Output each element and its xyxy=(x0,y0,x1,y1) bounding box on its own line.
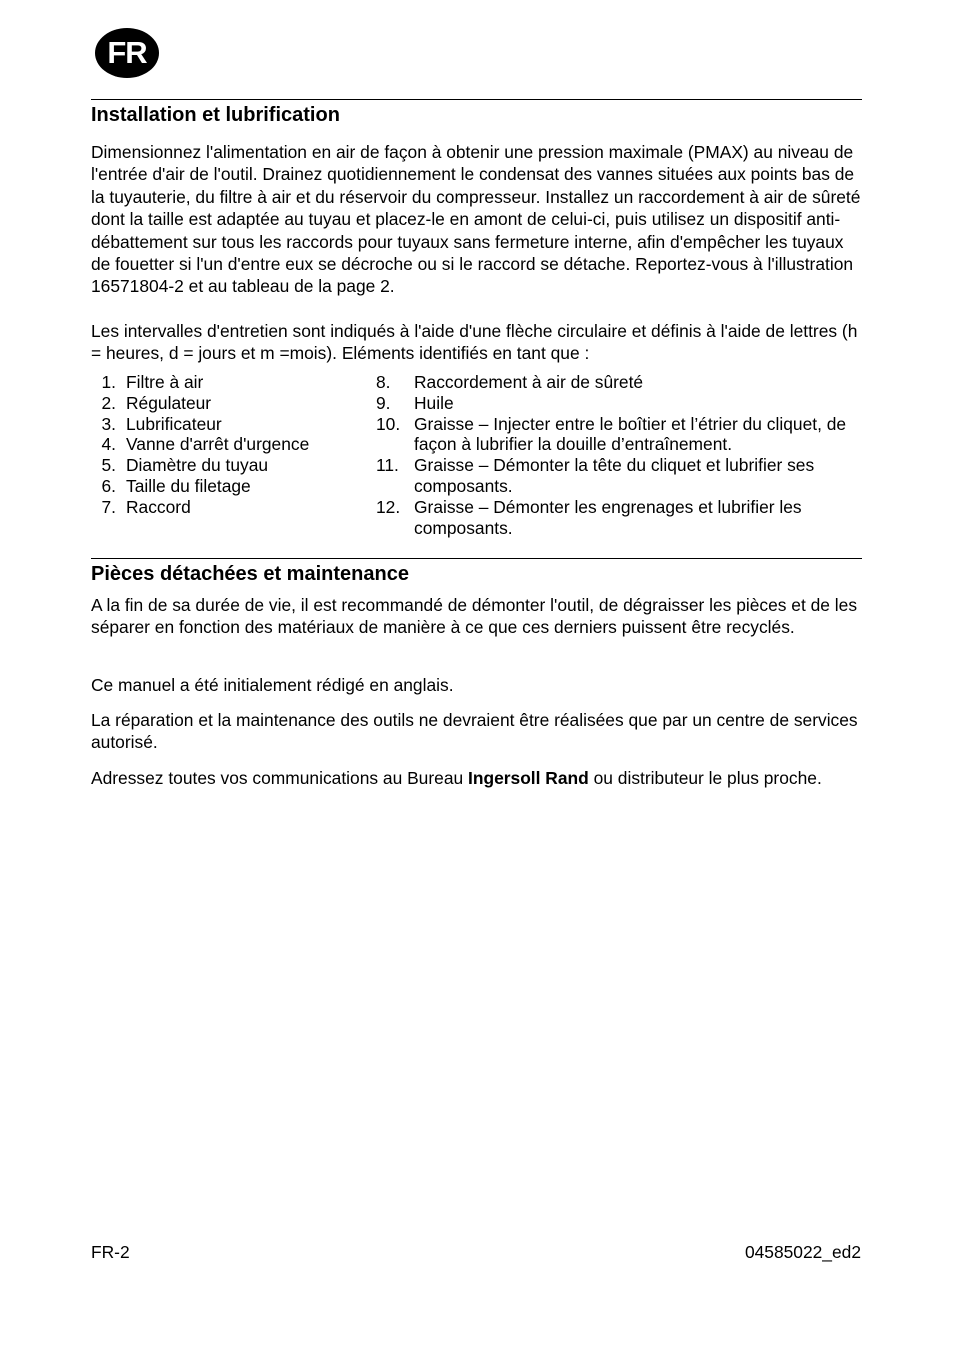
document-id: 04585022_ed2 xyxy=(744,1242,861,1262)
page-number: FR-2 xyxy=(91,1242,130,1262)
list-item: 5. Diamètre du tuyau xyxy=(101,455,269,476)
contact-paragraph: Adressez toutes vos communications au Bureau Ingersoll Rand ou distributeur le plus proche. xyxy=(91,768,822,788)
section-title-installation: Installation et lubrification xyxy=(91,104,340,126)
list-item: 10. Graisse – Injecter entre le boîtier et l’étrier du cliquet, de façon à lubrifier la douille d’entraînement. xyxy=(376,413,847,455)
items-list-left xyxy=(91,372,361,518)
list-item: 12. Graisse – Démonter les engrenages et lubrifier les composants. xyxy=(376,496,802,538)
list-item: 3. Lubrificateur xyxy=(101,413,222,434)
original-language-paragraph: Ce manuel a été initialement rédigé en anglais. xyxy=(91,675,454,695)
list-item: 7. Raccord xyxy=(101,496,191,517)
repair-paragraph: La réparation et la maintenance des outils ne devraient être réalisées que par un centre de services autorisé. xyxy=(91,710,858,753)
list-item: 2. Régulateur xyxy=(101,392,212,413)
list-item: 4. Vanne d'arrêt d'urgence xyxy=(101,434,310,455)
maintenance-intervals-paragraph: Les intervalles d'entretien sont indiqués à l'aide d'une flèche circulaire et définis à l'aide de lettres (h = heures, d = jours et m =mois). Eléments identifiés en tant que : xyxy=(91,321,858,364)
section-title-maintenance: Pièces détachées et maintenance xyxy=(91,563,409,585)
section-divider xyxy=(91,558,862,559)
list-item: 6. Taille du filetage xyxy=(101,475,251,496)
list-item: 1. Filtre à air xyxy=(101,372,204,392)
list-item: 8. Raccordement à air de sûreté xyxy=(376,372,644,392)
end-of-life-paragraph: A la fin de sa durée de vie, il est recommandé de démonter l'outil, de dégraisser les pièces et de les séparer en fonction des matériaux de manière à ce que ces derniers puissent être recyclés. xyxy=(91,595,858,638)
items-list-right xyxy=(376,372,866,538)
installation-paragraph: Dimensionnez l'alimentation en air de façon à obtenir une pression maximale (PMAX) au niveau de l'entrée d'air de l'outil. Drainez quotidiennement le condensat des vannes situées aux points bas de la tuyauterie, du filtre à air et du réservoir du compresseur. Installez un raccordement à air de sûreté dont la taille est adaptée au tuyau et placez-le en amont de celui-ci, puis utilisez un dispositif anti-débattement sur tous les raccords pour tuyaux sans fermeture interne, afin d'empêcher les tuyaux de fouetter si l'un d'entre eux se décroche ou si le raccord se détache. Reportez-vous à l'illustration 16571804-2 et au tableau de la page 2. xyxy=(91,142,861,297)
section-divider xyxy=(91,99,862,100)
company-name: Ingersoll Rand xyxy=(468,768,589,788)
language-badge: FR xyxy=(95,28,159,78)
list-item: 11. Graisse – Démonter la tête du cliquet et lubrifier ses composants. xyxy=(376,455,815,496)
list-item: 9. Huile xyxy=(376,392,454,413)
